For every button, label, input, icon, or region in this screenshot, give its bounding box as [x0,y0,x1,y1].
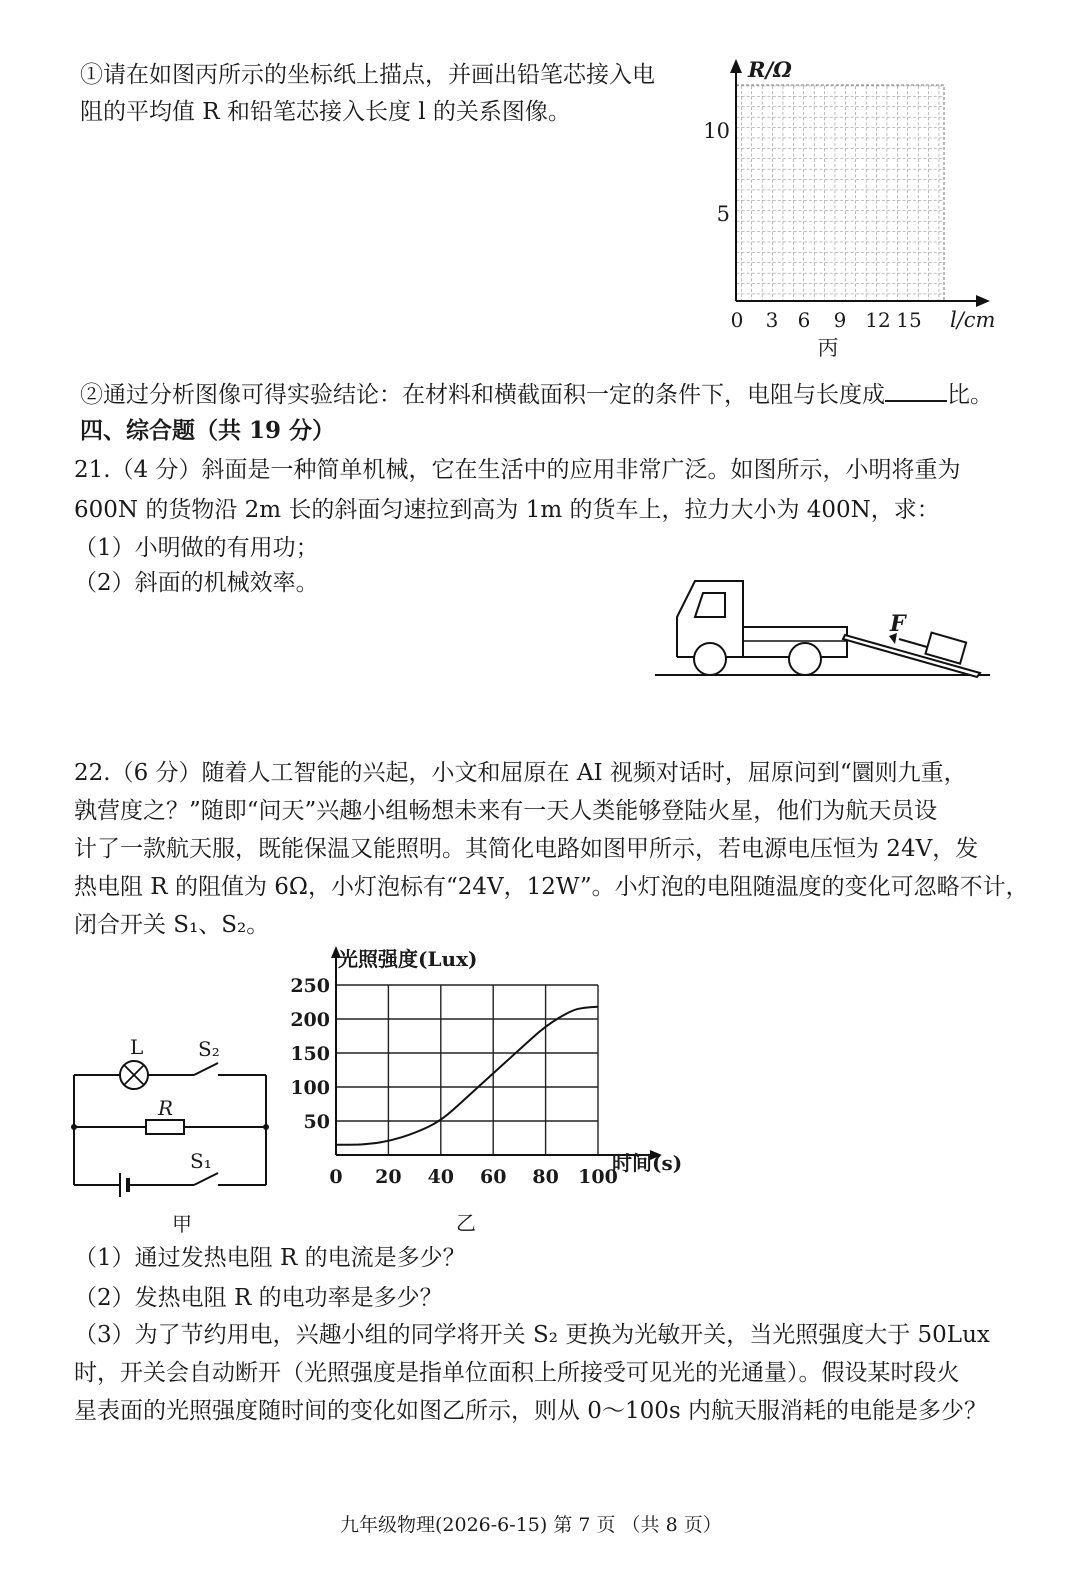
circuit-caption: 甲 [172,1212,192,1236]
q21-line2: 600N 的货物沿 2m 长的斜面匀速拉到高为 1m 的货车上，拉力大小为 400N，求： [74,497,940,523]
graph-bing-x-tick-15: 15 [896,308,922,332]
truck-incline-figure [655,565,995,695]
q21-sub1: （1）小明做的有用功； [74,535,319,561]
chart-x-label: 时间(s) [612,1151,683,1175]
chart-x-tick-label: 100 [578,1166,618,1188]
chart-x-tick-label: 40 [427,1166,455,1188]
graph-bing-y-tick-5: 5 [716,202,730,226]
q20-item1-line2: 阻的平均值 R 和铅笔芯接入长度 l 的关系图像。 [80,99,571,125]
graph-bing-x-tick-3: 3 [765,308,779,332]
light-intensity-curve [336,1007,598,1145]
answer-blank[interactable] [885,378,947,402]
q22-sub1: （1）通过发热电阻 R 的电流是多少？ [74,1245,466,1271]
q20-item2-suffix: 比。 [947,382,993,408]
resistor-label: R [158,1096,174,1120]
graph-bing-grid [736,85,944,301]
q20-item2-text: ②通过分析图像可得实验结论：在材料和横截面积一定的条件下，电阻与长度成 [80,382,885,408]
graph-bing-caption: 丙 [817,336,839,360]
graph-bing-x-tick-12: 12 [865,308,891,332]
q22-line3: 计了一款航天服，既能保温又能照明。其简化电路如图甲所示，若电源电压恒为 24V，发 [74,836,979,862]
graph-bing-x-label: l/cm [950,308,996,332]
q22-line1: 22.（6 分）随着人工智能的兴起，小文和屈原在 AI 视频对话时，屈原问到“圜则九重， [74,760,967,786]
q22-line2: 孰营度之？”随即“问天”兴趣小组畅想未来有一天人类能够登陆火星，他们为航天员设 [74,798,938,824]
light-intensity-chart [290,940,690,1235]
lamp-label: L [130,1035,144,1059]
graph-bing-y-tick-10: 10 [703,119,730,143]
circuit-diagram [68,1035,298,1235]
graph-bing-y-label: R/Ω [748,57,792,82]
switch-s2 [194,1063,218,1075]
chart-y-tick-label: 150 [290,1043,330,1065]
chart-y-tick-label: 250 [290,975,330,997]
switch-s2-label: S₂ [198,1037,220,1061]
chart-x-tick-label: 0 [329,1166,343,1188]
chart-y-tick-label: 200 [290,1009,330,1031]
q21-line1: 21.（4 分）斜面是一种简单机械，它在生活中的应用非常广泛。如图所示，小明将重为 [74,457,961,483]
chart-x-tick-label: 20 [375,1166,402,1188]
chart-caption: 乙 [456,1211,476,1235]
q20-item2 [80,378,993,410]
q22-line4: 热电阻 R 的阻值为 6Ω，小灯泡标有“24V，12W”。小灯泡的电阻随温度的变化可忽略不计， [74,874,1029,900]
force-arrow [899,639,927,647]
graph-bing-x-tick-6: 6 [797,308,811,332]
chart-x-tick-label: 80 [532,1166,559,1188]
q20-item1-line1: ①请在如图丙所示的坐标纸上描点，并画出铅笔芯接入电 [80,62,655,88]
q22-sub3-line3: 星表面的光照强度随时间的变化如图乙所示，则从 0～100s 内航天服消耗的电能是多少？ [74,1398,987,1424]
q22-sub3-line1: （3）为了节约用电，兴趣小组的同学将开关 S₂ 更换为光敏开关，当光照强度大于 50Lux [74,1322,990,1348]
truck-rear-wheel [789,643,821,675]
q22-sub3-line2: 时，开关会自动断开（光照强度是指单位面积上所接受可见光的光通量）。假设某时段火 [74,1360,960,1386]
resistor-symbol [146,1120,184,1134]
switch-s1 [194,1173,218,1185]
truck-front-wheel [694,643,726,675]
chart-x-tick-label: 60 [479,1166,507,1188]
page-footer: 九年级物理(2026-6-15) 第 7 页 （共 8 页） [340,1514,722,1536]
force-label: F [890,611,906,637]
chart-y-tick-label: 100 [290,1077,330,1099]
chart-y-tick-label: 50 [303,1111,330,1133]
q22-line5: 闭合开关 S₁、S₂。 [74,912,270,938]
graph-bing-x-tick-0: 0 [730,308,744,332]
graph-bing [700,55,996,360]
q21-sub2: （2）斜面的机械效率。 [74,570,319,596]
chart-y-label: 光照强度(Lux) [338,947,478,971]
switch-s1-label: S₁ [190,1149,212,1173]
graph-bing-x-tick-9: 9 [833,308,847,332]
q22-sub2: （2）发热电阻 R 的电功率是多少？ [74,1285,443,1311]
section4-heading: 四、综合题（共 19 分） [80,417,336,444]
